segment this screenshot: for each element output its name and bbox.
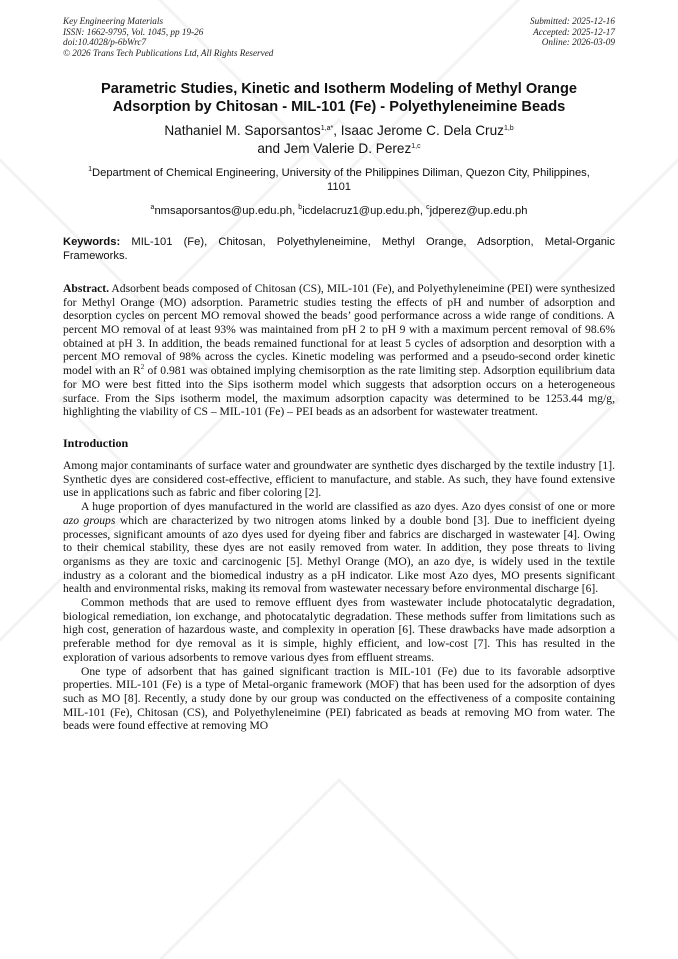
online-date: Online: 2026-03-09 bbox=[541, 37, 615, 48]
emphasis-text: azo groups bbox=[63, 513, 116, 527]
keywords bbox=[63, 236, 615, 264]
superscript: 2 bbox=[140, 363, 145, 372]
abstract bbox=[63, 282, 615, 419]
introduction-body bbox=[63, 459, 615, 733]
author-name: Jem Valerie D. Perez bbox=[283, 141, 412, 157]
author-name: Isaac Jerome C. Dela Cruz bbox=[340, 123, 504, 139]
keywords-label: Keywords: bbox=[63, 236, 121, 249]
email-mark: b bbox=[298, 204, 303, 212]
journal-issn: ISSN: 1662-9795, Vol. 1045, pp 19-26 bbox=[63, 26, 204, 37]
email-mark: a bbox=[150, 204, 155, 212]
email-separator: , bbox=[292, 205, 299, 218]
keywords-text: MIL-101 (Fe), Chitosan, Polyethyleneimine, Methyl Orange, Adsorption, Metal-Organic Frameworks. bbox=[63, 236, 615, 263]
author-separator: , bbox=[333, 123, 341, 139]
paragraph-text: which are characterized by two nitrogen atoms linked by a double bond [3]. Due to inefficient dyeing processes, significant amounts of azo dyes used for dyeing fiber and fabrics are discharged in wastewater [4]. Owing to their chemical stability, these dyes are not easily removed from water. In addition, they pose threats to living organisms as they are toxic and carcinogenic [5]. Methyl Orange (MO), an azo dye, is widely used in the textile industry as a colorant and the biomedical industry as a pH indicator. Like most Azo dyes, MO presents significant health and environmental risks, making its removal from wastewater necessary before environmental discharge [6]. bbox=[63, 513, 615, 596]
author-emails bbox=[63, 204, 615, 218]
email-mark: c bbox=[426, 204, 430, 212]
doi[interactable]: doi:10.4028/p-6bWrc7 bbox=[63, 37, 147, 48]
publication-dates bbox=[530, 16, 615, 58]
accepted-date: Accepted: 2025-12-17 bbox=[533, 26, 615, 37]
abstract-text-continued: of 0.981 was obtained implying chemisorption as the rate limiting step. Adsorption equilibrium data for MO were best fitted into the Sips isotherm model which suggests that adsorption occurs on a heterogeneous surface. From the Sips isotherm model, the maximum adsorption capacity was determined to be 1253.44 mg/g, highlighting the viability of CS – MIL-101 (Fe) – PEI beads as an adsorbent for wastewater treatment. bbox=[63, 364, 615, 419]
paragraph: Among major contaminants of surface water and groundwater are synthetic dyes discharged by the textile industry [1]. Synthetic dyes are considered cost-effective, efficient to manufacture, and stable. As such, they have found extensive use in applications such as fabric and fiber coloring [2]. bbox=[63, 459, 615, 500]
submitted-date: Submitted: 2025-12-16 bbox=[530, 16, 615, 26]
author-affiliation-mark: 1,a* bbox=[320, 125, 334, 133]
paragraph: One type of adsorbent that has gained significant traction is MIL-101 (Fe) due to its favorable adsorptive properties. MIL-101 (Fe) is a type of Metal-organic framework (MOF) that has been used for the adsorption of dyes such as MO [8]. Recently, a study done by our group was conducted on the effectiveness of a composite containing MIL-101 (Fe), Chitosan (CS), and Polyethyleneimine (PEI) fabricated as beads at removing MO from water. The beads were found effective at removing MO bbox=[63, 664, 615, 733]
email-link[interactable]: nmsaporsantos@up.edu.ph bbox=[154, 205, 293, 218]
affiliation-text: Department of Chemical Engineering, University of the Philippines Diliman, Quezon City, Philippines, 1101 bbox=[92, 167, 590, 194]
author-name: Nathaniel M. Saporsantos bbox=[164, 123, 321, 139]
journal-info bbox=[63, 16, 273, 58]
introduction-heading: Introduction bbox=[63, 436, 129, 450]
journal-name: Key Engineering Materials bbox=[63, 16, 164, 26]
affiliation bbox=[63, 166, 615, 194]
author-affiliation-mark: 1,c bbox=[411, 143, 421, 151]
affiliation-mark: 1 bbox=[88, 166, 93, 174]
author-separator: and bbox=[257, 141, 284, 157]
abstract-text: Adsorbent beads composed of Chitosan (CS), MIL-101 (Fe), and Polyethyleneimine (PEI) were synthesized for Methyl Orange (MO) adsorption. Parametric studies testing the effects of pH and number of adsorption and desorption cycles on percent MO removal showed the beads’ good performance across a wide range of conditions. A percent MO removal of at least 93% was maintained from pH 2 to pH 9 with a maximum percent removal of 98.6% obtained at pH 3. In addition, the beads remained functional for at least 5 cycles of adsorption and desorption with a percent MO removal of 98% across the cycles. Kinetic modeling was performed and a pseudo-second order kinetic model with an R bbox=[63, 281, 615, 378]
paragraph: Common methods that are used to remove effluent dyes from wastewater include photocatalytic degradation, biological remediation, ion exchange, and photocatalytic degradation. These methods suffer from limitations such as high cost, generation of hazardous waste, and complexity in operation [6]. These drawbacks have made adsorption a preferable method for dye removal as it is simple, highly efficient, and low-cost [7]. This has resulted in the exploration of various adsorbents to remove various dyes from effluent streams. bbox=[63, 596, 615, 664]
author-affiliation-mark: 1,b bbox=[503, 125, 514, 133]
paragraph-text: A huge proportion of dyes manufactured in the world are classified as azo dyes. Azo dyes consist of one or more bbox=[81, 500, 615, 514]
author-list bbox=[63, 122, 615, 158]
copyright: © 2026 Trans Tech Publications Ltd, All Rights Reserved bbox=[63, 47, 274, 58]
email-link[interactable]: icdelacruz1@up.edu.ph bbox=[302, 205, 420, 218]
abstract-label: Abstract. bbox=[63, 281, 110, 295]
paragraph bbox=[63, 500, 615, 596]
paper-title: Parametric Studies, Kinetic and Isotherm Modeling of Methyl Orange Adsorption by Chitosan - MIL-101 (Fe) - Polyethyleneimine Beads bbox=[100, 81, 577, 116]
email-separator: , bbox=[419, 205, 427, 218]
journal-header bbox=[63, 16, 615, 58]
email-link[interactable]: jdperez@up.edu.ph bbox=[429, 205, 528, 218]
